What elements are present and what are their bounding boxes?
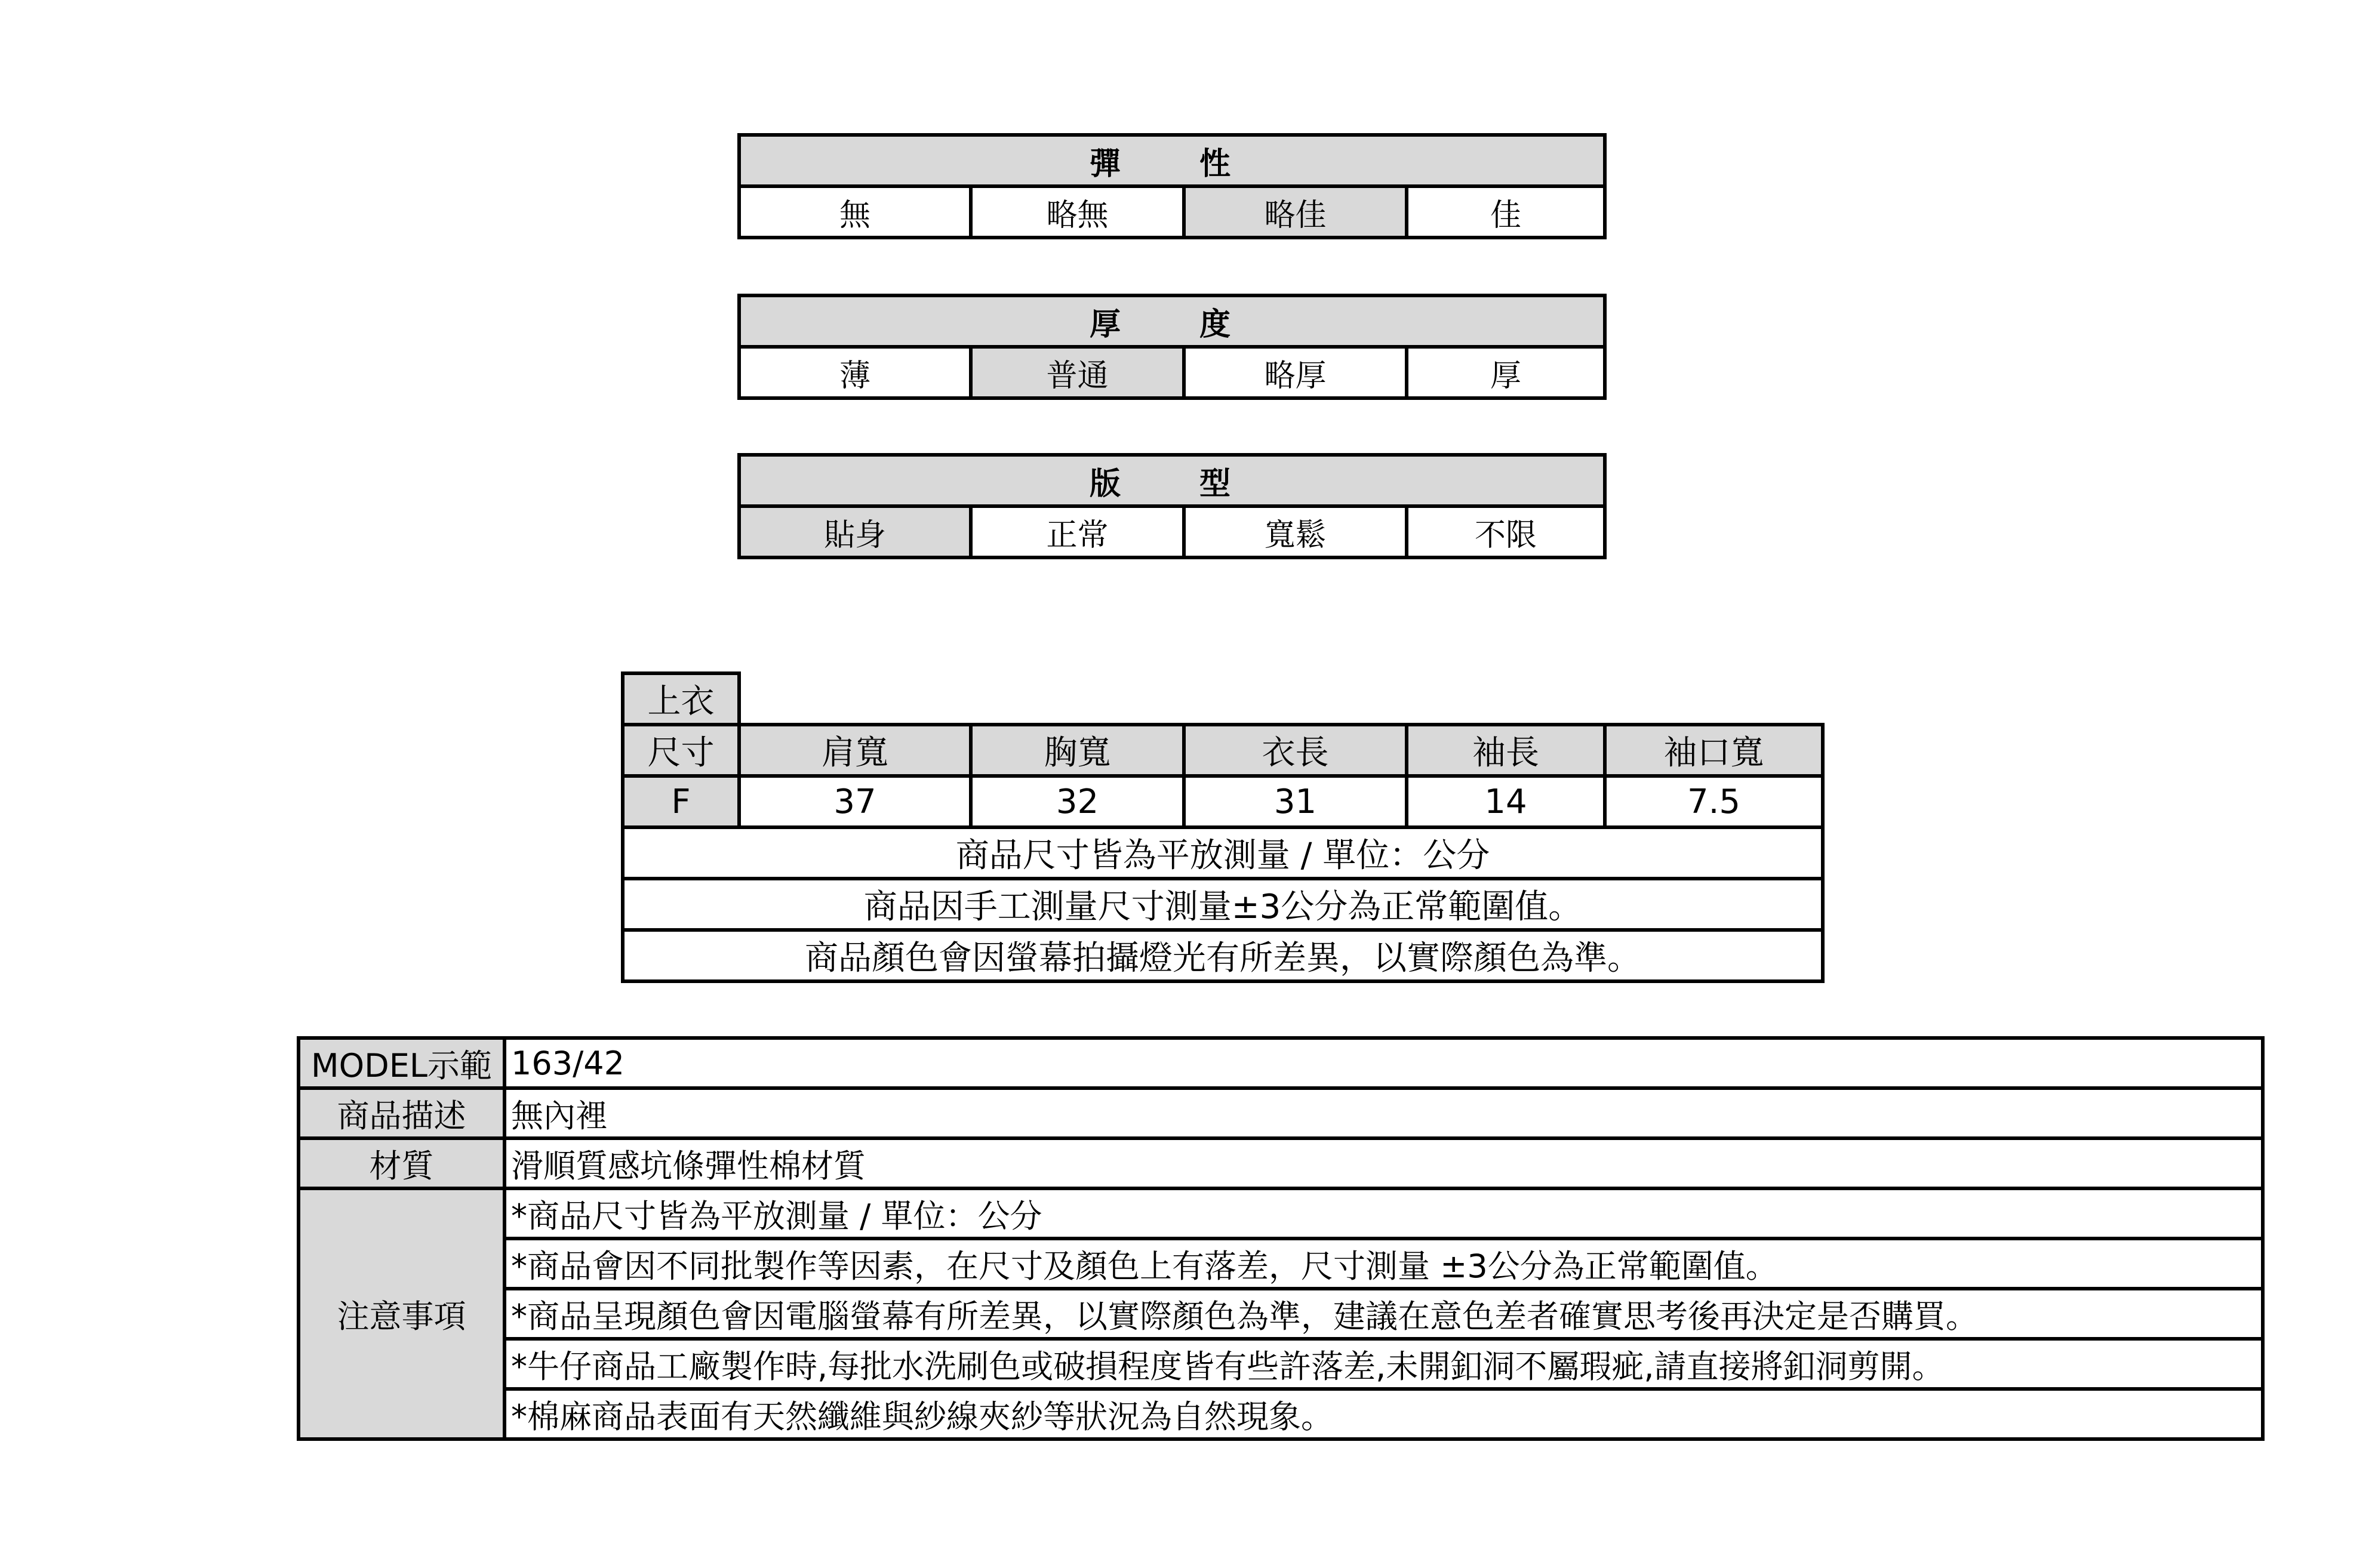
size-column-header: 肩寬 bbox=[739, 725, 971, 776]
size-cell: 37 bbox=[739, 776, 971, 827]
fit-table bbox=[737, 453, 1607, 559]
notice-item: *商品會因不同批製作等因素，在尺寸及顏色上有落差，尺寸測量 ±3公分為正常範圍值。 bbox=[504, 1239, 2263, 1289]
elasticity-title: 彈 性 bbox=[739, 135, 1605, 186]
model-value: 163/42 bbox=[504, 1038, 2263, 1088]
thickness-option: 薄 bbox=[739, 347, 971, 398]
size-note: 商品顏色會因螢幕拍攝燈光有所差異，以實際顏色為準。 bbox=[623, 930, 1823, 981]
description-value: 無內裡 bbox=[504, 1088, 2263, 1138]
size-category-label: 上衣 bbox=[623, 673, 739, 725]
size-table bbox=[621, 671, 1825, 983]
size-row bbox=[623, 776, 1823, 827]
size-cell: 32 bbox=[971, 776, 1184, 827]
elasticity-option: 略無 bbox=[971, 186, 1184, 238]
elasticity-option: 無 bbox=[739, 186, 971, 238]
thickness-option: 厚 bbox=[1407, 347, 1605, 398]
material-value: 滑順質感坑條彈性棉材質 bbox=[504, 1138, 2263, 1188]
product-info-table bbox=[297, 1036, 2265, 1441]
thickness-option: 略厚 bbox=[1184, 347, 1407, 398]
notice-label: 注意事項 bbox=[299, 1188, 504, 1439]
elasticity-table bbox=[737, 133, 1607, 239]
size-column-header: 胸寬 bbox=[971, 725, 1184, 776]
fit-option: 正常 bbox=[971, 506, 1184, 557]
size-note: 商品尺寸皆為平放測量 / 單位：公分 bbox=[623, 827, 1823, 879]
fit-title: 版 型 bbox=[739, 455, 1605, 506]
size-cell: 7.5 bbox=[1605, 776, 1823, 827]
material-label: 材質 bbox=[299, 1138, 504, 1188]
notice-item: *牛仔商品工廠製作時,每批水洗刷色或破損程度皆有些許落差,未開釦洞不屬瑕疵,請直接將釦洞剪開。 bbox=[504, 1339, 2263, 1389]
notice-item: *商品尺寸皆為平放測量 / 單位：公分 bbox=[504, 1188, 2263, 1239]
size-note: 商品因手工測量尺寸測量±3公分為正常範圍值。 bbox=[623, 879, 1823, 930]
fit-option: 寬鬆 bbox=[1184, 506, 1407, 557]
size-column-header: 袖長 bbox=[1407, 725, 1605, 776]
thickness-title: 厚 度 bbox=[739, 295, 1605, 347]
notice-item: *商品呈現顏色會因電腦螢幕有所差異，以實際顏色為準，建議在意色差者確實思考後再決定是否購買。 bbox=[504, 1289, 2263, 1339]
size-header: 尺寸 bbox=[623, 725, 739, 776]
size-column-header: 衣長 bbox=[1184, 725, 1407, 776]
elasticity-option-selected: 略佳 bbox=[1184, 186, 1407, 238]
thickness-option-selected: 普通 bbox=[971, 347, 1184, 398]
model-label: MODEL示範 bbox=[299, 1038, 504, 1088]
thickness-table bbox=[737, 294, 1607, 400]
size-cell: 31 bbox=[1184, 776, 1407, 827]
fit-option: 不限 bbox=[1407, 506, 1605, 557]
fit-option-selected: 貼身 bbox=[739, 506, 971, 557]
size-value-label: F bbox=[623, 776, 739, 827]
notice-item: *棉麻商品表面有天然纖維與紗線夾紗等狀況為自然現象。 bbox=[504, 1389, 2263, 1439]
size-column-header: 袖口寬 bbox=[1605, 725, 1823, 776]
size-table-blank bbox=[739, 673, 1823, 725]
elasticity-option: 佳 bbox=[1407, 186, 1605, 238]
size-cell: 14 bbox=[1407, 776, 1605, 827]
description-label: 商品描述 bbox=[299, 1088, 504, 1138]
